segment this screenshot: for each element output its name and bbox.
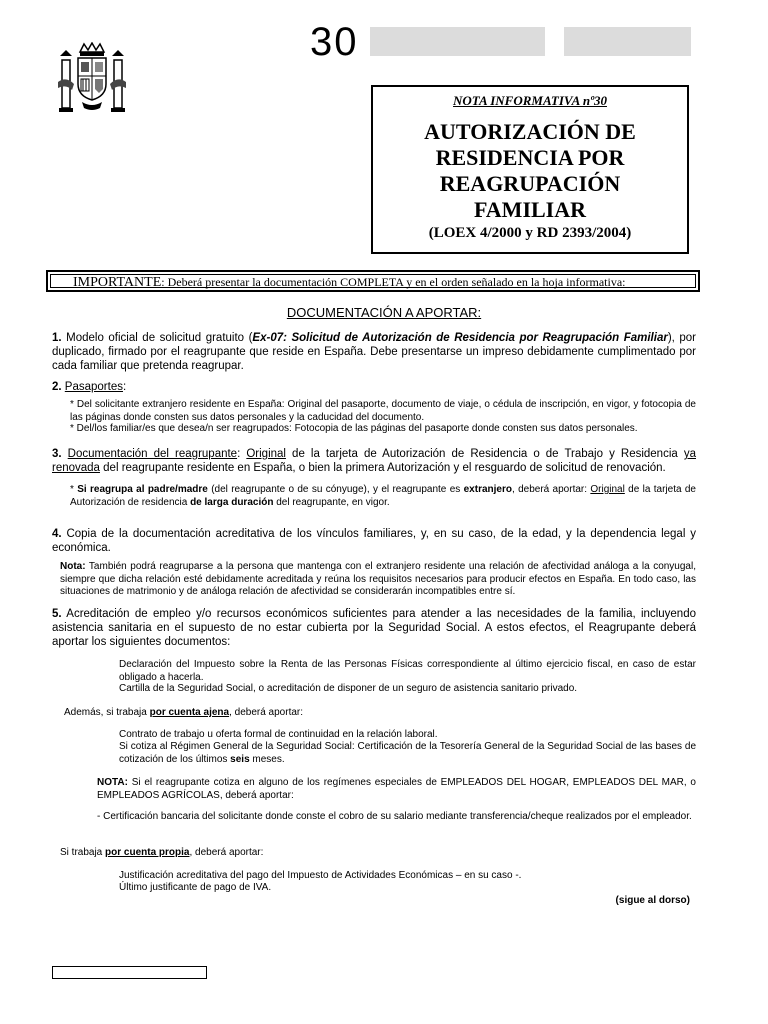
- item-label: Documentación del reagrupante: [67, 448, 238, 460]
- note-text: del reagrupante, en vigor.: [273, 496, 390, 508]
- line-text: Si cotiza al Régimen General de la Seguridad Social: Certificación de la Tesorería General de la Seguridad Social de las bases de cotización de los últimos: [119, 741, 696, 765]
- cuenta-propia-label: por cuenta propia: [105, 847, 190, 858]
- propia-doc-2: Último justificante de pago de IVA.: [119, 882, 272, 893]
- item-number: 3.: [52, 448, 62, 460]
- spanish-coat-of-arms-icon: [56, 42, 128, 118]
- note-label: Nota:: [60, 561, 86, 572]
- item-5: [52, 607, 696, 649]
- legal-reference: (LOEX 4/2000 y RD 2393/2004): [428, 225, 632, 241]
- item-text: :: [237, 448, 247, 460]
- cuenta-ajena-label: por cuenta ajena: [149, 707, 230, 718]
- propia-doc-1: Justificación acreditativa del pago del Impuesto de Actividades Económicas – en su caso -.: [119, 870, 522, 881]
- note-text: de la tarjeta de Autorización de residencia: [70, 484, 696, 508]
- cuenta-propia-line: [60, 847, 696, 860]
- important-text: : Deberá presentar la documentación COMPLETA y en el orden señalado en la hoja informativa:: [161, 275, 626, 289]
- redacted-field-1: [370, 27, 545, 56]
- item-colon: :: [122, 381, 127, 393]
- form-name: Ex-07: Solicitud de Autorización de Residencia por Reagrupación Familiar: [252, 332, 668, 344]
- note-bold: extranjero: [463, 484, 512, 495]
- page-title: [373, 119, 687, 223]
- title-line: AUTORIZACIÓN DE: [424, 119, 636, 144]
- item-2-bullet-2: * Del/los familiar/es que desea/n ser reagrupados: Fotocopia de las páginas del pasaporte donde consten sus datos personales.: [70, 423, 638, 434]
- item-text: ), por duplicado, firmado por el reagrupante que reside en España. Debe presentarse un impreso debidamente cumplimentado por cada familiar que pretenda reagrupar.: [52, 332, 697, 372]
- item-4: [52, 527, 696, 555]
- footer-box: [52, 966, 207, 979]
- item-number: 4.: [52, 528, 62, 540]
- item-3: [52, 447, 696, 475]
- title-box: [371, 85, 689, 254]
- item-text: del reagrupante residente en España, o bien la primera Autorización y el resguardo de solicitud de renovación.: [99, 462, 666, 474]
- item-5-nota: [97, 777, 696, 802]
- renovada-text: ya renovada: [52, 448, 696, 474]
- important-notice: [46, 270, 700, 292]
- line-text: meses.: [249, 753, 285, 765]
- line-text: Además, si trabaja: [64, 707, 150, 718]
- item-3-note: [70, 484, 696, 509]
- note-text: , deberá aportar:: [511, 484, 591, 495]
- line-text: , deberá aportar:: [229, 707, 304, 718]
- item-2-bullet-1: * Del solicitante extranjero residente en España: Original del pasaporte, documento de viaje, o cédula de inscripción, en vigor, y fotocopia de las páginas donde consten sus datos personales y la caducidad del documento.: [70, 399, 696, 423]
- item-text: Modelo oficial de solicitud gratuito (: [61, 332, 253, 344]
- important-label: IMPORTANTE: [73, 275, 162, 290]
- redacted-field-2: [564, 27, 691, 56]
- title-line: REAGRUPACIÓN: [439, 171, 621, 196]
- cuenta-ajena-line: [64, 707, 696, 720]
- note-original: Original: [590, 484, 625, 495]
- ajena-doc-1: Contrato de trabajo u oferta formal de continuidad en la relación laboral.: [119, 729, 438, 740]
- item-label: Pasaportes: [64, 381, 123, 393]
- item-number: 1.: [52, 332, 62, 344]
- nota-informativa-label: NOTA INFORMATIVA nº30: [453, 93, 607, 108]
- title-line: RESIDENCIA POR: [435, 145, 625, 170]
- note-text: Si el reagrupante cotiza en alguno de los regímenes especiales de EMPLEADOS DEL HOGAR, EMPLEADOS DEL MAR, o EMPLEADOS AGRÍCOLAS, deberá aportar:: [97, 777, 696, 801]
- title-line: FAMILIAR: [473, 197, 587, 222]
- note-bold: Si reagrupa al padre/madre: [77, 484, 208, 495]
- seis-bold: seis: [230, 753, 250, 765]
- certificacion-bancaria: - Certificación bancaria del solicitante donde conste el cobro de su salario mediante transferencia/cheque realizados por el empleador.: [97, 811, 692, 822]
- line-text: Si trabaja: [60, 847, 106, 858]
- item-text: Acreditación de empleo y/o recursos económicos suficientes para atender a las necesidades de la familia, incluyendo asistencia sanitaria en el supuesto de no estar cubierta por la Seguridad Social. A estos efectos, el Reagrupante deberá aportar los siguientes documentos:: [52, 608, 696, 648]
- original-text: Original: [246, 448, 286, 460]
- document-number: 30: [310, 20, 359, 64]
- line-text: , deberá aportar:: [189, 847, 264, 858]
- item-5-doc-2: Cartilla de la Seguridad Social, o acreditación de disponer de un seguro de asistencia sanitario privado.: [119, 683, 578, 694]
- note-bold: de larga duración: [190, 496, 274, 508]
- note-text: *: [70, 484, 78, 495]
- item-1: [52, 331, 696, 373]
- item-5-doc-1: Declaración del Impuesto sobre la Renta de las Personas Físicas correspondiente al último ejercicio fiscal, en caso de estar obligado a hacerla.: [119, 659, 696, 683]
- ajena-doc-2: [119, 741, 696, 766]
- item-4-note: [60, 561, 696, 599]
- item-number: 5.: [52, 608, 62, 620]
- continued-note: (sigue al dorso): [615, 895, 690, 906]
- section-heading: DOCUMENTACIÓN A APORTAR:: [286, 305, 482, 320]
- note-text: También podrá reagruparse a la persona que mantenga con el extranjero residente una relación de afectividad análoga a la conyugal, siempre que dicha relación esté debidamente acreditada y reúna los requisitos necesarios para producir efectos en España. En todo caso, las situaciones de matrimonio y de análoga relación de afectividad se considerarán incompatibles entre sí.: [60, 561, 696, 597]
- note-text: (del reagrupante o de su cónyuge), y el reagrupante es: [207, 484, 464, 495]
- item-text: de la tarjeta de Autorización de Residencia o de Trabajo y Residencia: [285, 448, 684, 460]
- item-number: 2.: [52, 381, 62, 393]
- nota-label: NOTA:: [97, 777, 128, 788]
- item-2: [52, 380, 696, 394]
- item-text: Copia de la documentación acreditativa de los vínculos familiares, y, en su caso, de la edad, y la dependencia legal y económica.: [52, 528, 696, 554]
